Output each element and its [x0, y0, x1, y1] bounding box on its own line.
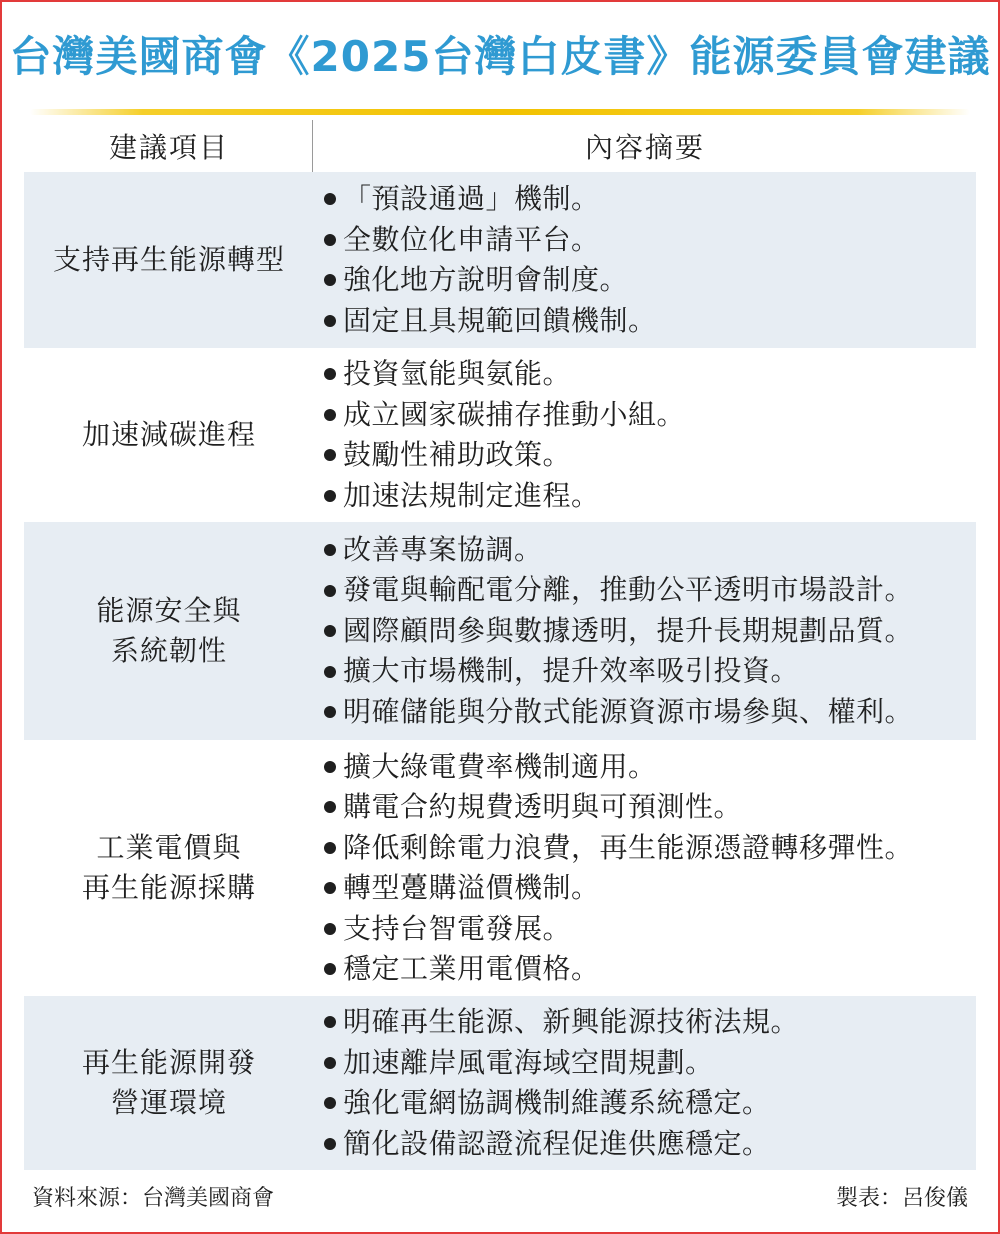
bullet-icon: [324, 585, 336, 597]
table-row: [24, 740, 976, 996]
list-item-text: 鼓勵性補助政策。: [343, 438, 572, 471]
list-item: [322, 530, 976, 571]
source-note: 資料來源：台灣美國商會: [32, 1185, 275, 1211]
list-item: [322, 949, 976, 990]
row-content: [314, 996, 976, 1170]
footer: [32, 1178, 968, 1214]
bullet-icon: [324, 963, 336, 975]
list-item: [322, 1002, 976, 1043]
row-label-line: 營運環境: [110, 1086, 227, 1119]
list-item: [322, 909, 976, 950]
list-item: [322, 570, 976, 611]
list-item-text: 強化電網協調機制維護系統穩定。: [343, 1086, 771, 1119]
bullet-icon: [324, 368, 336, 380]
row-label-line: 工業電價與: [96, 831, 242, 864]
bullet-icon: [324, 315, 336, 327]
list-item-text: 國際顧問參與數據透明，提升長期規劃品質。: [343, 613, 914, 647]
list-item: [322, 395, 976, 436]
list-item: [322, 1043, 976, 1084]
bullet-icon: [324, 409, 336, 421]
list-item-text: 強化地方說明會制度。: [343, 263, 629, 296]
table-row: [24, 348, 976, 522]
list-item-text: 發電與輸配電分離，推動公平透明市場設計。: [343, 573, 914, 607]
row-label-line: 再生能源採購: [81, 871, 256, 904]
list-item: [322, 692, 976, 733]
list-item-text: 明確儲能與分散式能源資源市場參與、權利。: [343, 694, 914, 728]
bullet-icon: [324, 625, 336, 637]
table-row: [24, 996, 976, 1170]
list-item: [322, 828, 976, 869]
row-label-line: 支持再生能源轉型: [52, 243, 285, 276]
row-label: [24, 522, 314, 740]
row-label-line: 加速減碳進程: [81, 418, 256, 451]
table-row: [24, 172, 976, 348]
list-item: [322, 611, 976, 652]
list-item-text: 加速法規制定進程。: [343, 478, 600, 512]
list-item-text: 擴大市場機制，提升效率吸引投資。: [343, 654, 800, 688]
list-item-text: 固定且具規範回饋機制。: [343, 303, 657, 337]
header-recommendation-item: 建議項目: [108, 131, 229, 164]
list-item: [322, 1083, 976, 1124]
table-header: [24, 120, 976, 172]
bullet-icon: [324, 544, 336, 556]
row-label: [24, 172, 314, 348]
bullet-icon: [324, 193, 336, 205]
row-label: [24, 348, 314, 522]
bullet-icon: [324, 1016, 336, 1028]
list-item: [322, 747, 976, 788]
row-label-line: 再生能源開發: [81, 1046, 256, 1079]
list-item-text: 加速離岸風電海域空間規劃。: [343, 1045, 714, 1079]
list-item: [322, 868, 976, 909]
row-label: [24, 740, 314, 996]
bullet-icon: [324, 274, 336, 286]
table-body: [24, 172, 976, 1170]
list-item-text: 簡化設備認證流程促進供應穩定。: [343, 1126, 771, 1160]
row-label-line: 系統韌性: [110, 634, 227, 667]
row-content: [314, 348, 976, 522]
list-item-text: 降低剩餘電力浪費，再生能源憑證轉移彈性。: [343, 830, 914, 864]
row-label-line: 能源安全與: [96, 594, 242, 627]
list-item: [322, 435, 976, 476]
list-item-text: 購電合約規費透明與可預測性。: [343, 790, 743, 823]
bullet-icon: [324, 1138, 336, 1150]
list-item: [322, 651, 976, 692]
list-item: [322, 301, 976, 342]
list-item: [322, 1124, 976, 1165]
row-content: [314, 172, 976, 348]
list-item-text: 擴大綠電費率機制適用。: [343, 749, 657, 783]
bullet-icon: [324, 882, 336, 894]
row-content: [314, 740, 976, 996]
list-item: [322, 476, 976, 517]
list-item-text: 明確再生能源、新興能源技術法規。: [343, 1005, 800, 1038]
bullet-icon: [324, 842, 336, 854]
bullet-icon: [324, 666, 336, 678]
title-underline: [30, 109, 970, 115]
bullet-icon: [324, 1097, 336, 1109]
list-item-text: 轉型躉購溢價機制。: [343, 871, 600, 904]
row-label: [24, 996, 314, 1170]
bullet-icon: [324, 234, 336, 246]
list-item-text: 改善專案協調。: [343, 532, 543, 566]
list-item: [322, 354, 976, 395]
list-item: [322, 787, 976, 828]
list-item: [322, 260, 976, 301]
bullet-icon: [324, 923, 336, 935]
list-item-text: 投資氫能與氨能。: [343, 357, 572, 390]
credit-note: 製表：呂俊儀: [835, 1185, 968, 1211]
list-item-text: 「預設通過」機制。: [343, 182, 600, 215]
bullet-icon: [324, 449, 336, 461]
list-item-text: 穩定工業用電價格。: [343, 952, 600, 985]
table-row: [24, 522, 976, 740]
list-item: [322, 179, 976, 220]
bullet-icon: [324, 1057, 336, 1069]
list-item: [322, 220, 976, 261]
list-item-text: 全數位化申請平台。: [343, 222, 600, 256]
page-title: 台灣美國商會《2025台灣白皮書》能源委員會建議: [9, 32, 991, 81]
bullet-icon: [324, 490, 336, 502]
header-content-summary: 內容摘要: [584, 131, 705, 164]
bullet-icon: [324, 706, 336, 718]
bullet-icon: [324, 761, 336, 773]
list-item-text: 成立國家碳捕存推動小組。: [343, 397, 686, 431]
bullet-icon: [324, 801, 336, 813]
row-content: [314, 522, 976, 740]
list-item-text: 支持台智電發展。: [343, 911, 572, 945]
